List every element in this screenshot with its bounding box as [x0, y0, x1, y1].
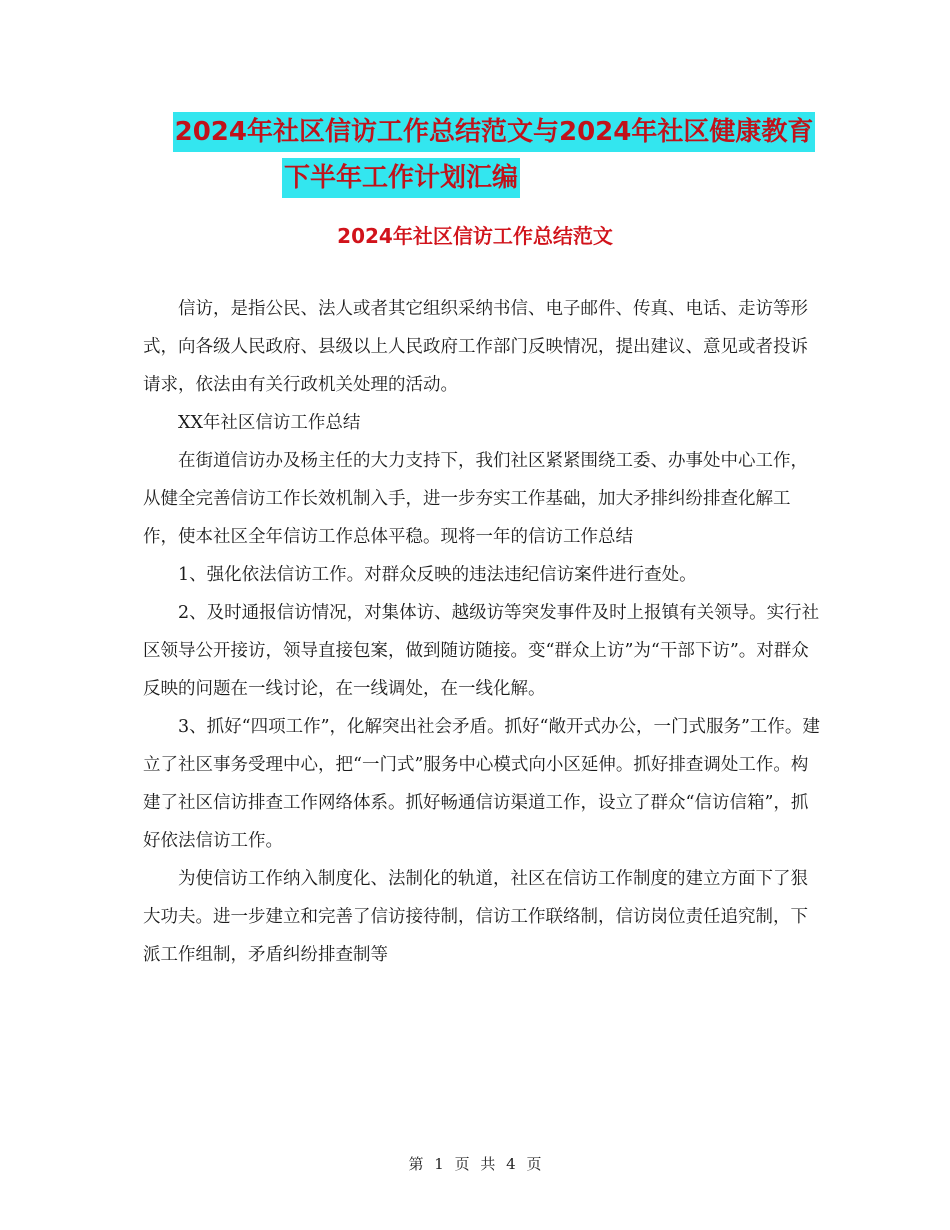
paragraph: 3、抓好“四项工作”，化解突出社会矛盾。抓好“敞开式办公，一门式服务”工作。建立了社区事务受理中心，把“一门式”服务中心模式向小区延伸。抓好排查调处工作。构建了社区信访排查工作网络体系。抓好畅通信访渠道工作，设立了群众“信访信箱”，抓好依法信访工作。 [143, 717, 820, 851]
paragraph: XX年社区信访工作总结 [178, 413, 361, 433]
paragraph: 为使信访工作纳入制度化、法制化的轨道，社区在信访工作制度的建立方面下了狠大功夫。进一步建立和完善了信访接待制，信访工作联络制，信访岗位责任追究制，下派工作组制，矛盾纠纷排查制等 [143, 869, 808, 965]
document-title [0, 112, 950, 198]
paragraph: 在街道信访办及杨主任的大力支持下，我们社区紧紧围绕工委、办事处中心工作，从健全完善信访工作长效机制入手，进一步夯实工作基础，加大矛排纠纷排查化解工作，使本社区全年信访工作总体平稳。现将一年的信访工作总结 [143, 451, 808, 547]
title-line-1: 2024年社区信访工作总结范文与2024年社区健康教育 [173, 112, 816, 152]
paragraph: 1、强化依法信访工作。对群众反映的违法违纪信访案件进行查处。 [178, 565, 697, 585]
section-title: 2024年社区信访工作总结范文 [337, 224, 613, 248]
page-footer: 第 1 页 共 4 页 [408, 1155, 542, 1173]
paragraph: 2、及时通报信访情况，对集体访、越级访等突发事件及时上报镇有关领导。实行社区领导公开接访，领导直接包案，做到随访随接。变“群众上访”为“干部下访”。对群众反映的问题在一线讨论，在一线调处，在一线化解。 [143, 603, 820, 699]
paragraph: 信访，是指公民、法人或者其它组织采纳书信、电子邮件、传真、电话、走访等形式，向各级人民政府、县级以上人民政府工作部门反映情况，提出建议、意见或者投诉请求，依法由有关行政机关处理的活动。 [143, 299, 808, 395]
document-body [143, 290, 823, 974]
title-line-2: 下半年工作计划汇编 [282, 158, 520, 198]
